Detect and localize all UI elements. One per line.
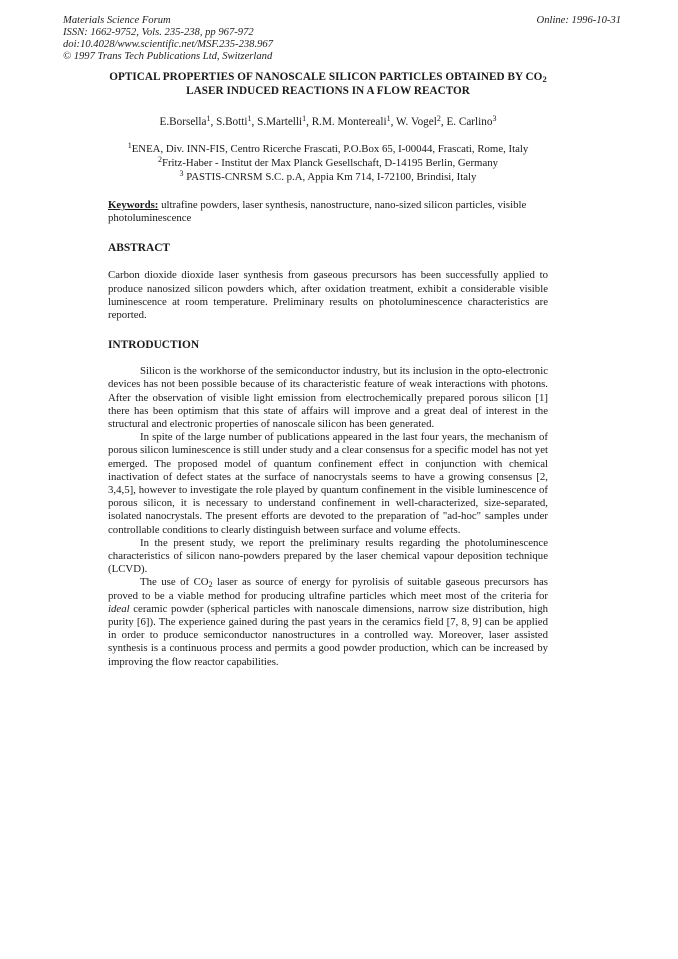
paper-title	[108, 71, 548, 98]
author-affiliation-mark: 2	[436, 114, 441, 123]
intro-paragraph-4	[108, 576, 548, 668]
affiliation-text: ENEA, Div. INN-FIS, Centro Ricerche Frascati, P.O.Box 65, I-00044, Frascati, Rome, Italy	[131, 143, 529, 155]
author-separator: ,	[440, 116, 447, 128]
author-name: S.Botti	[216, 116, 248, 128]
title-line-1	[108, 71, 548, 85]
author-affiliation-mark: 1	[386, 114, 391, 123]
author	[160, 116, 217, 128]
introduction-heading: INTRODUCTION	[108, 339, 200, 352]
p4-subscript: 2	[208, 580, 213, 590]
author-separator: ,	[251, 116, 258, 128]
author-affiliation-mark: 3	[492, 114, 497, 123]
author-name: R.M. Montereali	[311, 116, 387, 128]
author	[396, 116, 446, 128]
title-line-1-text: OPTICAL PROPERTIES OF NANOSCALE SILICON PARTICLES OBTAINED BY CO	[109, 71, 543, 83]
intro-paragraph-3: In the present study, we report the preliminary results regarding the photoluminescence characteristics of silicon nano-powders prepared by the laser chemical vapour deposition technique (LCVD).	[108, 536, 548, 576]
intro-paragraph-2: In spite of the large number of publications appeared in the last four years, the mechanism of porous silicon luminescence is still under study and a clear consensus for a specific model has not yet emerged. The proposed model of quantum confinement effect in conjunction with chemical inactivation of defect states at the surface of nanocrystals seems to have a growing consensus [2, 3,4,5], however to investigate the role played by quantum confinement in the visible luminescence of porous silicon, it is necessary to understand confinement in well-characterized, size-separated, isolated nanocrystals. The present efforts are devoted to the preparation of "ad-hoc" samples under controllable conditions to clearly distinguish between surface and volume effects.	[108, 431, 548, 536]
introduction-body	[108, 365, 548, 669]
author	[446, 116, 496, 128]
abstract-heading: ABSTRACT	[108, 242, 171, 255]
affiliation-text: PASTIS-CNRSM S.C. p.A, Appia Km 714, I-72100, Brindisi, Italy	[183, 171, 477, 183]
issn-line: ISSN: 1662-9752, Vols. 235-238, pp 967-972	[63, 27, 254, 38]
keywords-text: ultrafine powders, laser synthesis, nanostructure, nano-sized silicon particles, visible photoluminescence	[108, 199, 527, 225]
intro-paragraph-1: Silicon is the workhorse of the semiconductor industry, but its inclusion in the opto-electronic devices has not been possible because of its characteristic feature of weak interactions with photons. After the observation of visible light emission from electrochemically prepared porous silicon [1] there has been optimism that this state of affairs will improve and a great deal of interest in the structural and electronic properties of nanoscale silicon has been generated.	[108, 365, 548, 431]
author-name: E.Borsella	[159, 116, 207, 128]
keywords-label: Keywords:	[108, 199, 159, 211]
author	[257, 116, 312, 128]
author-name: W. Vogel	[396, 116, 437, 128]
affiliation-number: 1	[127, 141, 132, 150]
author-separator: ,	[390, 116, 397, 128]
journal-name: Materials Science Forum	[63, 15, 171, 26]
p4-text-c: ceramic powder (spherical particles with nanoscale dimensions, narrow size distribution, high purity [6]). The experience gained during the past years in the ceramics field [7, 8, 9] can be applied in order to produce semiconductor nanostructures in a controlled way. Moreover, laser assisted synthesis is a continuous process and permits a good powder production, which can be increased by improving the flow reactor capabilities.	[108, 602, 548, 668]
author-affiliation-mark: 1	[302, 114, 307, 123]
title-subscript: 2	[542, 74, 547, 84]
author-name: E. Carlino	[446, 116, 493, 128]
affiliation	[108, 170, 548, 184]
author-list	[108, 115, 548, 129]
affiliation-number: 3	[179, 169, 184, 178]
author-affiliation-mark: 1	[247, 114, 252, 123]
p4-italic-word: ideal	[108, 602, 130, 615]
publication-info	[63, 15, 273, 63]
abstract-text: Carbon dioxide dioxide laser synthesis from gaseous precursors has been successfully applied to produce nanosized silicon powders which, after oxidation treatment, exhibit a considerable visible luminescence at room temperature. Preliminary results on photoluminescence characteristics are reported.	[108, 269, 548, 322]
affiliation-text: Fritz-Haber - Institut der Max Planck Gesellschaft, D-14195 Berlin, Germany	[161, 157, 499, 169]
affiliation	[108, 156, 548, 170]
author-name: S.Martelli	[257, 116, 303, 128]
p4-text-b: laser as source of energy for pyrolisis of suitable gaseous precursors has proved to be a viable method for producing ultrafine particles which meet most of the criteria for	[108, 576, 548, 602]
affiliation-list	[108, 142, 548, 184]
title-line-2: LASER INDUCED REACTIONS IN A FLOW REACTOR	[186, 84, 470, 97]
author-affiliation-mark: 1	[206, 114, 211, 123]
affiliation-number: 2	[157, 155, 162, 164]
affiliation	[108, 142, 548, 156]
copyright-line: © 1997 Trans Tech Publications Ltd, Switzerland	[63, 51, 273, 62]
author	[216, 116, 257, 128]
author-separator: ,	[306, 116, 312, 128]
paper-content	[108, 71, 548, 669]
author	[312, 116, 396, 128]
doi-line: doi:10.4028/www.scientific.net/MSF.235-238.967	[63, 39, 273, 50]
keywords	[108, 199, 548, 225]
p4-text-a: The use of CO	[140, 576, 209, 589]
online-date: Online: 1996-10-31	[536, 15, 621, 26]
author-separator: ,	[210, 116, 217, 128]
